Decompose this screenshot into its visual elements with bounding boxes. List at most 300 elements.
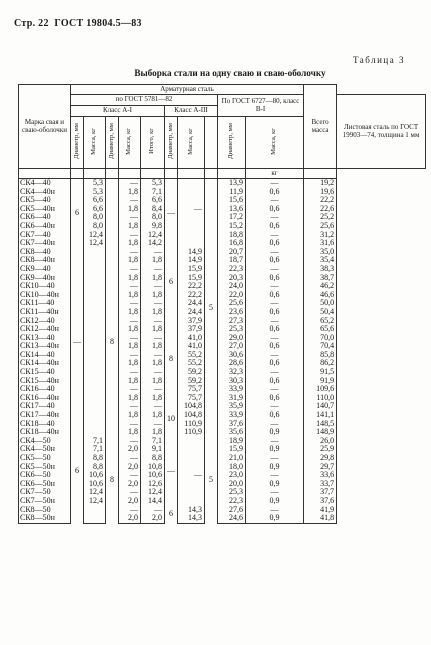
mass-a1-cell [84,308,106,317]
diam-a1-cell: 6 [71,179,84,248]
sheet-cell: 0,9 [246,445,304,454]
sheet-cell: 0,9 [246,480,304,489]
mass-a1b-cell: 2,0 [119,463,141,472]
mass-a3-cell: 55,2 [178,351,205,360]
sheet-cell: 0,6 [246,205,304,214]
mass-a1-cell: 12,4 [84,231,106,240]
itogo-cell: — [141,368,165,377]
mass-b1-cell: 35,6 [218,428,246,437]
mass-b1-cell: 20,3 [218,274,246,283]
mass-a1-cell [84,385,106,394]
mass-a1-cell [84,248,106,257]
mass-a3-cell [178,437,205,446]
mark-cell: СК18—40н [19,428,71,437]
mass-a3-cell [178,213,205,222]
mass-b1-cell: 11,9 [218,188,246,197]
total-cell: 41,9 [304,506,337,515]
mark-cell: СК6—50 [19,471,71,480]
sheet-cell: 0,6 [246,291,304,300]
mass-a1b-cell: — [119,454,141,463]
mass-a1b-cell: — [119,179,141,188]
itogo-cell: — [141,385,165,394]
mark-cell: СК7—40н [19,239,71,248]
itogo-cell: — [141,282,165,291]
total-cell: 22,6 [304,205,337,214]
diam-b1-cell: 5 [205,179,218,437]
diam-a1b-cell: 8 [106,437,119,523]
hdr-mass: Масса, кг [125,127,133,155]
total-cell: 50,4 [304,308,337,317]
mass-a1-cell [84,359,106,368]
total-cell: 25,6 [304,222,337,231]
hdr-mass: Масса, кг [270,127,278,155]
sheet-cell: — [246,196,304,205]
itogo-cell: 1,8 [141,291,165,300]
mark-cell: СК4—40 [19,179,71,188]
mark-cell: СК5—50н [19,463,71,472]
diam-a3-cell: — [165,179,178,248]
sheet-cell: 0,9 [246,497,304,506]
mass-a3-cell: 24,4 [178,299,205,308]
col-class-a3: Класс А-III [165,106,218,117]
mass-a3-cell [178,196,205,205]
mark-cell: СК13—40н [19,342,71,351]
mass-b1-cell: 22,3 [218,497,246,506]
itogo-cell: 2,0 [141,514,165,523]
mass-a1-cell: 12,4 [84,488,106,497]
mass-a3-cell: 59,2 [178,368,205,377]
total-cell: 31,2 [304,231,337,240]
total-cell: 19,2 [304,179,337,188]
sheet-cell: — [246,488,304,497]
mass-a3-cell: 75,7 [178,385,205,394]
mass-a1-cell: 8,0 [84,222,106,231]
mass-a1b-cell: — [119,437,141,446]
itogo-cell: 1,8 [141,428,165,437]
mass-b1-cell: 25,3 [218,325,246,334]
sheet-cell: — [246,317,304,326]
mark-cell: СК4—50 [19,437,71,446]
mass-a1b-cell: — [119,402,141,411]
mass-a3-cell [178,231,205,240]
total-cell: 33,6 [304,471,337,480]
hdr-diam: Диаметр, мм [72,123,80,160]
itogo-cell: 1,8 [141,308,165,317]
total-cell: 91,5 [304,368,337,377]
mass-a1b-cell: 1,8 [119,377,141,386]
mass-a1-cell: 8,8 [84,454,106,463]
itogo-cell: 1,8 [141,256,165,265]
mass-a3-cell: 41,0 [178,334,205,343]
mark-cell: СК12—40 [19,317,71,326]
itogo-cell: — [141,334,165,343]
mass-b1-cell: 15,9 [218,445,246,454]
sheet-cell: — [246,265,304,274]
mass-b1-cell: 27,0 [218,342,246,351]
mass-b1-cell: 20,7 [218,248,246,257]
mass-b1-cell: 24,0 [218,282,246,291]
mass-a1-cell [84,428,106,437]
mass-a3-cell: — [178,205,205,214]
hdr-mass: Масса, кг [90,127,98,155]
mass-b1-cell: 13,6 [218,205,246,214]
mark-cell: СК8—40н [19,256,71,265]
mass-b1-cell: 15,2 [218,222,246,231]
mass-a1b-cell: — [119,506,141,515]
mass-a1b-cell: 1,8 [119,239,141,248]
mass-a1b-cell: — [119,334,141,343]
hdr-kg: кг [246,169,304,179]
hdr-diam: Диаметр, мм [166,123,174,160]
sheet-cell: 0,6 [246,274,304,283]
mass-b1-cell: 24,6 [218,514,246,523]
hdr-itogo: Итого, кг [148,128,156,155]
mark-cell: СК15—40 [19,368,71,377]
mass-a1b-cell: — [119,471,141,480]
total-cell: 25,2 [304,213,337,222]
mark-cell: СК16—40 [19,385,71,394]
itogo-cell: 10,8 [141,463,165,472]
total-cell: 70,0 [304,334,337,343]
itogo-cell: 7,1 [141,188,165,197]
mass-a1b-cell: 1,8 [119,325,141,334]
mark-cell: СК10—40 [19,282,71,291]
mass-b1-cell: 21,0 [218,454,246,463]
mass-a1-cell [84,282,106,291]
itogo-cell: — [141,265,165,274]
total-cell: 85,8 [304,351,337,360]
table-row [19,248,426,257]
table-row [19,179,426,188]
total-cell: 29,7 [304,463,337,472]
sheet-cell: 0,6 [246,188,304,197]
mass-b1-cell: 37,6 [218,420,246,429]
mass-b1-cell: 23,0 [218,471,246,480]
total-cell: 38,7 [304,274,337,283]
mass-a1b-cell: 2,0 [119,497,141,506]
mark-cell: СК17—40 [19,402,71,411]
mark-cell: СК6—50н [19,480,71,489]
mass-a1b-cell: — [119,248,141,257]
standard-code: ГОСТ 19804.5—83 [54,18,142,29]
mass-a1-cell: 5,3 [84,179,106,188]
mass-a1b-cell: 1,8 [119,394,141,403]
sheet-cell: 0,6 [246,342,304,351]
itogo-cell: — [141,317,165,326]
col-mark: Марка свая и сваю-оболочки [19,85,71,169]
diam-a3-cell: — [165,437,178,506]
steel-table [18,84,426,524]
mass-a1b-cell: — [119,265,141,274]
mass-b1-cell: 18,8 [218,231,246,240]
total-cell: 38,3 [304,265,337,274]
mass-a1b-cell: — [119,488,141,497]
mark-cell: СК12—40н [19,325,71,334]
table-row [19,506,426,515]
diam-a1b-cell: 8 [106,248,119,437]
mass-a3-cell: 110,9 [178,428,205,437]
mass-a1b-cell: 1,8 [119,205,141,214]
mass-a1b-cell: 1,8 [119,308,141,317]
total-cell: 70,4 [304,342,337,351]
mass-a3-cell: 37,9 [178,317,205,326]
sheet-cell: 0,6 [246,411,304,420]
mass-a1b-cell: 1,8 [119,428,141,437]
mass-a1-cell [84,377,106,386]
mass-a3-cell [178,188,205,197]
sheet-cell: 0,6 [246,239,304,248]
sheet-cell: 0,6 [246,359,304,368]
mass-b1-cell: 15,6 [218,196,246,205]
mass-a1-cell: 6,6 [84,205,106,214]
mass-b1-cell: 33,9 [218,385,246,394]
total-cell: 25,9 [304,445,337,454]
sheet-cell: — [246,402,304,411]
mass-b1-cell: 25,3 [218,488,246,497]
table-row [19,437,426,446]
mass-b1-cell: 20,0 [218,480,246,489]
itogo-cell: 1,8 [141,342,165,351]
total-cell: 31,6 [304,239,337,248]
diam-a3-cell: 6 [165,248,178,317]
mass-b1-cell: 25,6 [218,299,246,308]
sheet-cell: — [246,471,304,480]
mark-cell: СК7—50 [19,488,71,497]
mass-a1-cell [84,351,106,360]
itogo-cell: — [141,248,165,257]
mass-b1-cell: 33,9 [218,411,246,420]
mass-a3-cell [178,179,205,188]
mass-b1-cell: 31,9 [218,394,246,403]
mass-a1b-cell: — [119,368,141,377]
sheet-cell: — [246,179,304,188]
diam-a1b-cell [106,179,119,248]
hdr-diam: Диаметр, мм [107,123,115,160]
mark-cell: СК14—40 [19,351,71,360]
sheet-cell: — [246,385,304,394]
mass-a1b-cell: 2,0 [119,445,141,454]
itogo-cell: 12,4 [141,231,165,240]
mark-cell: СК15—40н [19,377,71,386]
mark-cell: СК18—40 [19,420,71,429]
mark-cell: СК5—50 [19,454,71,463]
col-armature: Арматурная сталь [71,85,304,95]
total-cell: 33,7 [304,480,337,489]
mass-a1b-cell: 1,8 [119,291,141,300]
mass-a1-cell: 5,3 [84,188,106,197]
col-sheet: Листовая сталь по ГОСТ 19903—74, толщина 1 мм [337,95,426,169]
itogo-cell: — [141,299,165,308]
itogo-cell: 9,1 [141,445,165,454]
sheet-cell: — [246,506,304,515]
mark-cell: СК8—40 [19,248,71,257]
total-cell: 37,6 [304,497,337,506]
mark-cell: СК8—50 [19,506,71,515]
mass-b1-cell: 30,3 [218,377,246,386]
mass-b1-cell: 16,8 [218,239,246,248]
itogo-cell: 1,8 [141,411,165,420]
mass-a1b-cell: 1,8 [119,188,141,197]
mass-a3-cell: 22,2 [178,282,205,291]
total-cell: 65,6 [304,325,337,334]
mass-a1-cell [84,514,106,523]
sheet-cell: 0,6 [246,394,304,403]
mass-a3-cell [178,222,205,231]
sheet-cell: 0,6 [246,222,304,231]
itogo-cell: — [141,351,165,360]
itogo-cell: 1,8 [141,359,165,368]
total-cell: 46,2 [304,282,337,291]
itogo-cell: 7,1 [141,437,165,446]
total-cell: 29,8 [304,454,337,463]
mass-a1b-cell: 1,8 [119,411,141,420]
itogo-cell: — [141,506,165,515]
mass-a1b-cell: — [119,231,141,240]
diam-a1-cell [71,506,84,524]
mass-a3-cell: 14,3 [178,514,205,523]
sheet-cell: — [246,334,304,343]
mark-cell: СК9—40н [19,274,71,283]
mass-a1-cell [84,274,106,283]
mark-cell: СК10—40н [19,291,71,300]
mark-cell: СК14—40н [19,359,71,368]
sheet-cell: — [246,351,304,360]
total-cell: 35,4 [304,256,337,265]
diam-a3-cell: 8 [165,317,178,403]
sheet-cell: 0,6 [246,256,304,265]
mark-cell: СК17—40н [19,411,71,420]
mark-cell: СК5—40 [19,196,71,205]
mass-a3-cell [178,239,205,248]
diam-a1-cell: — [71,248,84,437]
mark-cell: СК6—40н [19,222,71,231]
mass-a1b-cell: — [119,213,141,222]
diam-a3-cell: 6 [165,506,178,524]
itogo-cell: — [141,402,165,411]
mass-a3-cell: 110,9 [178,420,205,429]
mass-a1-cell [84,291,106,300]
mass-a1b-cell: — [119,196,141,205]
mass-a1b-cell: 1,8 [119,342,141,351]
itogo-cell: 9,8 [141,222,165,231]
total-cell: 109,6 [304,385,337,394]
mass-b1-cell: 18,9 [218,437,246,446]
mass-a3-cell: 37,9 [178,325,205,334]
sheet-cell: 0,6 [246,308,304,317]
itogo-cell: 8,4 [141,205,165,214]
mark-cell: СК9—40 [19,265,71,274]
mark-cell: СК11—40 [19,299,71,308]
sheet-cell: — [246,213,304,222]
itogo-cell: 1,8 [141,377,165,386]
mass-a1b-cell: 1,8 [119,359,141,368]
mark-cell: СК13—40 [19,334,71,343]
diam-a3-cell: 10 [165,402,178,436]
sheet-cell: 0,9 [246,428,304,437]
mass-a3-cell: 15,9 [178,265,205,274]
sheet-cell: 0,6 [246,377,304,386]
mass-a1b-cell: 2,0 [119,480,141,489]
diam-a1-cell: 6 [71,437,84,506]
mass-a1b-cell: — [119,351,141,360]
mass-a3-cell [178,454,205,463]
itogo-cell: 1,8 [141,394,165,403]
itogo-cell: 12,6 [141,480,165,489]
total-cell: 46,6 [304,291,337,300]
total-cell: 37,7 [304,488,337,497]
hdr-diam: Диаметр, мм [227,123,235,160]
itogo-cell: — [141,420,165,429]
col-total: Всего масса [304,85,337,169]
mark-cell: СК8—50н [19,514,71,523]
sheet-cell: 0,9 [246,514,304,523]
total-cell: 35,0 [304,248,337,257]
itogo-cell: 8,0 [141,213,165,222]
total-cell: 141,1 [304,411,337,420]
itogo-cell: 1,8 [141,325,165,334]
page-header [14,18,142,29]
mass-b1-cell: 29,0 [218,334,246,343]
total-cell: 22,2 [304,196,337,205]
mark-cell: СК7—40 [19,231,71,240]
mass-a1-cell [84,325,106,334]
sheet-cell: — [246,231,304,240]
itogo-cell: 6,6 [141,196,165,205]
total-cell: 91,9 [304,377,337,386]
mass-a1b-cell: — [119,299,141,308]
total-cell: 19,6 [304,188,337,197]
mass-b1-cell: 30,6 [218,351,246,360]
total-cell: 110,0 [304,394,337,403]
mark-cell: СК16—40н [19,394,71,403]
mass-b1-cell: 18,0 [218,463,246,472]
sheet-cell: — [246,437,304,446]
mark-cell: СК6—40 [19,213,71,222]
mass-a3-cell: — [178,471,205,480]
itogo-cell: 14,2 [141,239,165,248]
mass-a3-cell: 104,8 [178,411,205,420]
sheet-cell: — [246,248,304,257]
table-number: Таблица 3 [353,55,405,65]
mark-cell: СК7—50н [19,497,71,506]
sheet-cell: — [246,299,304,308]
itogo-cell: 1,8 [141,274,165,283]
mass-a1-cell: 7,1 [84,445,106,454]
hdr-mass: Масса, кг [186,127,194,155]
mass-b1-cell: 27,6 [218,506,246,515]
mass-a3-cell: 75,7 [178,394,205,403]
col-gost6727: По ГОСТ 6727—80, класс В-I [218,95,304,117]
table-title: Выборка стали на одну сваю и сваю-оболочку [134,68,326,78]
mass-b1-cell: 13,9 [218,179,246,188]
mass-a3-cell: 22,2 [178,291,205,300]
mass-a1-cell: 10,6 [84,471,106,480]
total-cell: 148,9 [304,428,337,437]
mass-a3-cell: 55,2 [178,359,205,368]
mass-a3-cell [178,488,205,497]
itogo-cell: 10,6 [141,471,165,480]
mass-a1-cell [84,299,106,308]
mass-a1b-cell: — [119,282,141,291]
mass-a3-cell: 59,2 [178,377,205,386]
sheet-cell: — [246,420,304,429]
mark-cell: СК11—40н [19,308,71,317]
mass-a1-cell [84,334,106,343]
mass-a1-cell [84,402,106,411]
mass-a3-cell [178,480,205,489]
mass-a3-cell: 104,8 [178,402,205,411]
total-cell: 41,8 [304,514,337,523]
